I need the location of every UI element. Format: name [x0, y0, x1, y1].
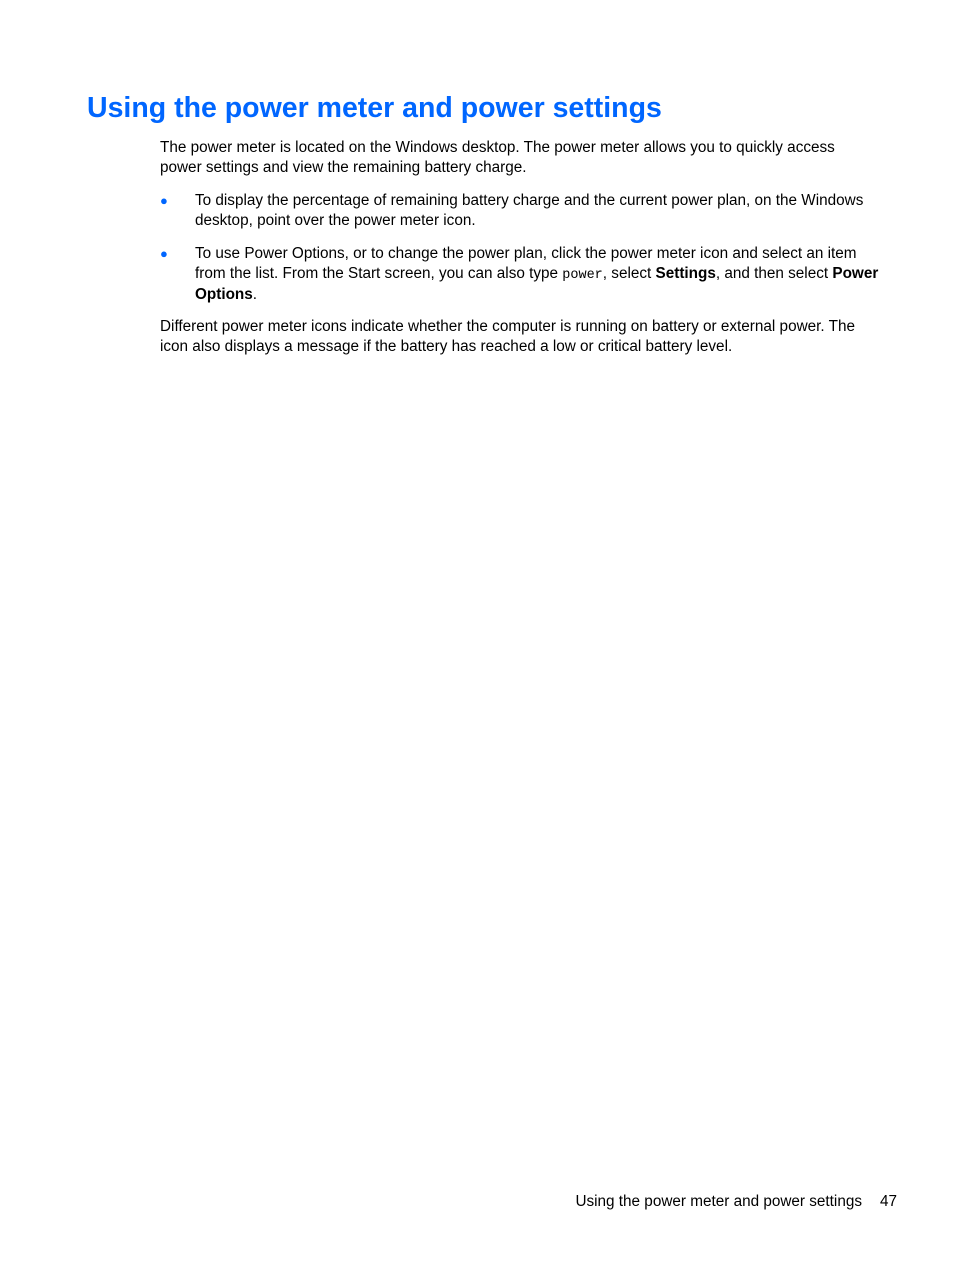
list-item	[160, 244, 880, 305]
outro-paragraph: Different power meter icons indicate whether the computer is running on battery or external power. The icon also displays a message if the battery has reached a low or critical battery level.	[160, 318, 855, 355]
bullet-text	[195, 245, 878, 303]
page-number: 47	[879, 1193, 897, 1210]
page-title: Using the power meter and power settings	[87, 92, 662, 124]
code-power: power	[562, 267, 603, 283]
power-options-term: Power Options	[195, 264, 879, 303]
bullet-list	[160, 191, 880, 319]
footer-section-title: Using the power meter and power settings	[575, 1193, 862, 1210]
bullet-text-part: .	[252, 286, 258, 303]
bullet-text-part: , and then select	[715, 264, 833, 282]
bullet-text-part: , select	[602, 264, 656, 282]
list-item	[160, 191, 880, 230]
intro-paragraph: The power meter is located on the Windows desktop. The power meter allows you to quickly access power settings and view the remaining battery charge.	[160, 139, 835, 176]
bullet-icon: ●	[160, 193, 168, 208]
bullet-text: To display the percentage of remaining battery charge and the current power plan, on the Windows desktop, point over the power meter icon.	[195, 192, 864, 229]
settings-term: Settings	[655, 264, 716, 282]
bullet-icon: ●	[160, 246, 168, 261]
bullet-text-part: To use Power Options, or to change the power plan, click the power meter icon and select an item from the list. From the Start screen, you can also type	[195, 245, 857, 282]
page-footer	[575, 1192, 897, 1211]
